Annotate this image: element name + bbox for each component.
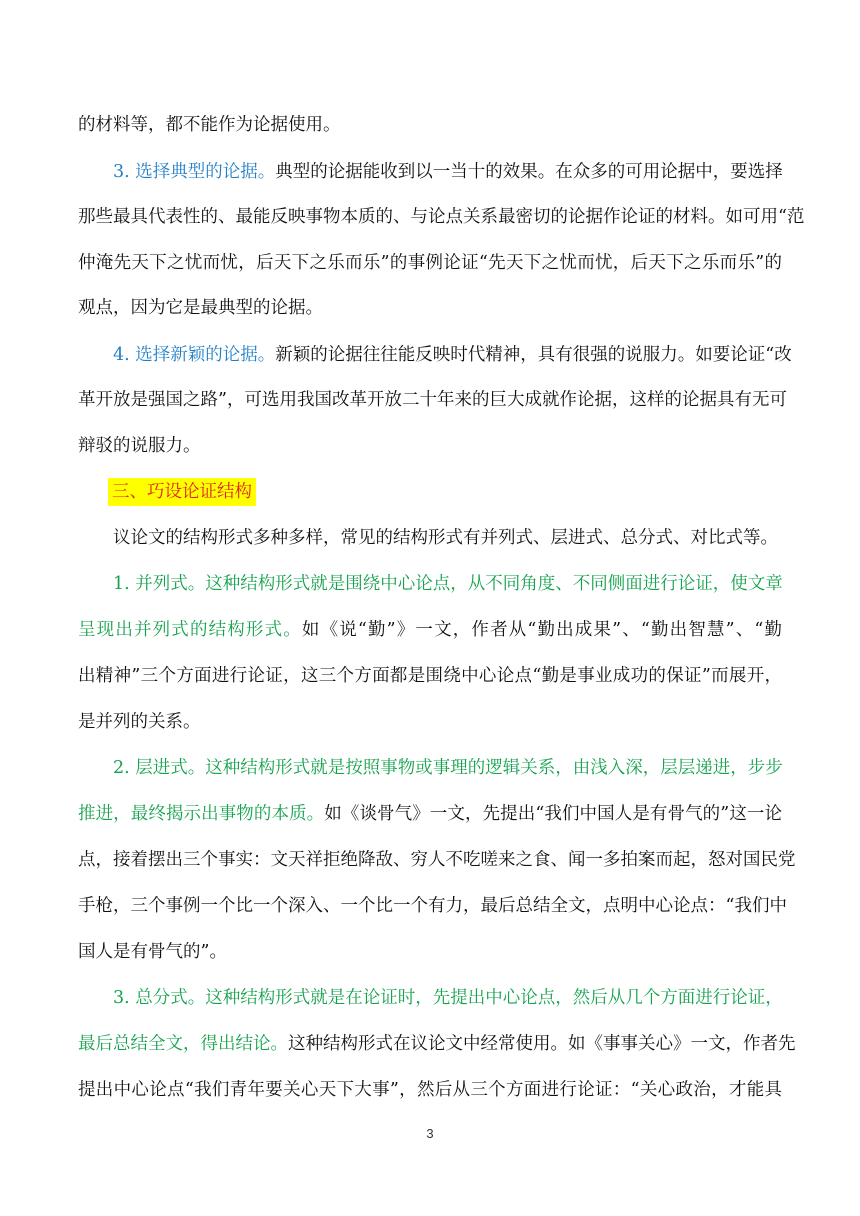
text: 那些最具代表性的、最能反映事物本质的、与论点关系最密切的论据作论证的材料。如可用“范 <box>78 207 805 227</box>
text: 层进式。这种结构形式就是按照事物或事理的逻辑关系，由浅入深，层层递进，步步 <box>135 758 783 778</box>
text: 推进，最终揭示出事物的本质。 <box>78 804 325 824</box>
paragraph-line <box>78 708 201 736</box>
text: 如《谈骨气》一文，先提出“我们中国人是有骨气的”这一论 <box>324 804 782 824</box>
text: 提出中心论点“我们青年要关心天下大事”，然后从三个方面进行论证：“关心政治，才能具 <box>78 1080 782 1100</box>
heading-prefix: 三、 <box>112 482 147 502</box>
text: 手枪，三个事例一个比一个深入、一个比一个有力，最后总结全文，点明中心论点：“我们中 <box>78 896 787 916</box>
section-heading <box>108 478 256 506</box>
item-number: 4. <box>113 345 136 365</box>
paragraph-line <box>113 158 782 186</box>
paragraph-line <box>78 1030 796 1058</box>
text: 议论文的结构形式多种多样，常见的结构形式有并列式、层进式、总分式、对比式等。 <box>113 528 778 548</box>
paragraph-line <box>78 938 227 966</box>
text: 革开放是强国之路”，可选用我国改革开放二十年来的巨大成就作论据，这样的论据具有无可 <box>78 390 787 410</box>
paragraph-line <box>78 800 782 828</box>
text: 典型的论据能收到以一当十的效果。在众多的可用论据中，要选择 <box>275 162 783 182</box>
paragraph-line <box>78 892 787 920</box>
text: 辩驳的说服力。 <box>78 436 201 456</box>
text: 这种结构形式在议论文中经常使用。如《事事关心》一文，作者先 <box>288 1034 796 1054</box>
text: 的材料等，都不能作为论据使用。 <box>78 115 341 135</box>
paragraph-line <box>78 386 787 414</box>
text: 新颖的论据往往能反映时代精神，具有很强的说服力。如要论证“改 <box>275 345 792 365</box>
text: 国人是有骨气的”。 <box>78 942 227 962</box>
item-number: 2. <box>113 758 136 778</box>
item-number: 1. <box>113 574 136 594</box>
text: 仲淹先天下之忧而忧，后天下之乐而乐”的事例论证“先天下之忧而忧，后天下之乐而乐”的 <box>78 253 782 273</box>
paragraph-line <box>78 846 796 874</box>
paragraph-line <box>113 341 792 369</box>
item-title: 选择新颖的论据。 <box>135 345 276 365</box>
text: 观点，因为它是最典型的论据。 <box>78 298 323 318</box>
text: 最后总结全文，得出结论。 <box>78 1034 288 1054</box>
paragraph-line <box>113 984 782 1012</box>
text: 如《说“勤”》一文，作者从“勤出成果”、“勤出智慧”、“勤 <box>301 620 783 640</box>
paragraph-line <box>78 616 782 644</box>
paragraph-line <box>113 754 782 782</box>
item-number: 3. <box>113 988 136 1008</box>
text: 出精神”三个方面进行论证，这三个方面都是围绕中心论点“勤是事业成功的保证”而展开， <box>78 666 782 686</box>
paragraph-line <box>78 294 323 322</box>
text: 点，接着摆出三个事实：文天祥拒绝降敌、穷人不吃嗟来之食、闻一多拍案而起，怒对国民党 <box>78 850 796 870</box>
item-number: 3. <box>113 162 136 182</box>
paragraph-line <box>113 524 778 552</box>
paragraph-line <box>113 570 782 598</box>
text: 并列式。这种结构形式就是围绕中心论点，从不同角度、不同侧面进行论证，使文章 <box>135 574 783 594</box>
paragraph-line <box>78 1076 782 1104</box>
text: 呈现出并列式的结构形式。 <box>78 620 302 640</box>
paragraph-line <box>78 432 201 460</box>
text: 总分式。这种结构形式就是在论证时，先提出中心论点，然后从几个方面进行论证， <box>135 988 783 1008</box>
paragraph-line <box>78 662 782 690</box>
text: 是并列的关系。 <box>78 712 201 732</box>
paragraph-line <box>78 203 805 231</box>
page-number: 3 <box>426 1126 434 1141</box>
item-title: 选择典型的论据。 <box>135 162 276 182</box>
heading-text: 巧设论证结构 <box>147 482 252 502</box>
paragraph-line <box>78 249 782 277</box>
paragraph-line <box>78 111 341 139</box>
heading-highlight <box>108 478 256 506</box>
